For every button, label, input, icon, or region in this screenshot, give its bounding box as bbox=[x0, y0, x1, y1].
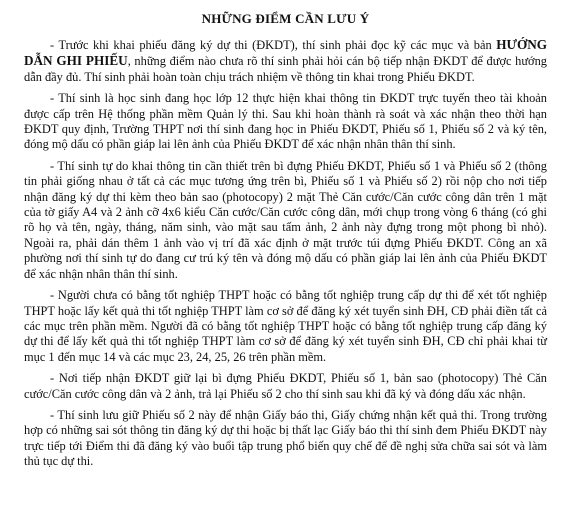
paragraph-6: - Thí sinh lưu giữ Phiếu số 2 này để nhận Giấy báo thi, Giấy chứng nhận kết quả thi. Trong trường hợp có những sai sót thông tin đăng ký dự thi hoặc bị thất lạc Giấy báo thi thí sinh đem Phiếu ĐKDT này trực tiếp tới Điểm thi đã đăng ký vào buổi tập trung phổ biến quy chế để đề nghị sửa chữa sai sót và làm thủ tục dự thi. bbox=[24, 407, 547, 469]
paragraph-2: - Thí sinh là học sinh đang học lớp 12 thực hiện khai thông tin ĐKDT trực tuyến theo tài khoản được cấp trên Hệ thống phần mềm Quản lý thi. Sau khi hoàn thành rà soát và xác nhận theo thời hạn ĐKDT quy định, Trường THPT nơi thí sinh đang học in Phiếu ĐKDT, Phiếu số 1, Phiếu số 2 và ký tên, đóng mộ dấu có phần giáp lai lên ảnh của Phiếu ĐKDT để xác nhận nhân thân thí sinh. bbox=[24, 91, 547, 152]
paragraph-1 bbox=[24, 37, 547, 85]
document-title: NHỮNG ĐIỂM CẦN LƯU Ý bbox=[201, 11, 370, 26]
paragraph-3: - Thí sinh tự do khai thông tin cần thiết trên bì đựng Phiếu ĐKDT, Phiếu số 1 và Phiếu số 2 (thông tin phải giống nhau ở tất cả các mục tương ứng trên bì, Phiếu số 1 và Phiếu số 2) rồi nộp cho nơi tiếp nhận đăng ký dự thi kèm theo bản sao (photocopy) 2 mặt Thẻ Căn cước/Căn cước công dân trên 1 mặt của tờ giấy A4 và 2 ảnh cỡ 4x6 kiểu Căn cước/Căn cước công dân, mới chụp trong vòng 6 tháng (có ghi rõ họ và tên, ngày, tháng, năm sinh, vào mặt sau tấm ảnh, 2 ảnh này đựng trong một phong bì nhỏ). Ngoài ra, phải dán thêm 1 ảnh vào vị trí đã xác định ở mặt trước túi đựng Phiếu ĐKDT. Công an xã phường nơi thí sinh tự do đang cư trú ký tên và đóng mộ dấu có phần giáp lai lên ảnh của Phiếu ĐKDT để xác nhận nhân thân thí sinh. bbox=[24, 158, 547, 281]
paragraph-4: - Người chưa có bằng tốt nghiệp THPT hoặc có bằng tốt nghiệp trung cấp dự thi để xét tốt nghiệp THPT hoặc lấy kết quả thi tốt nghiệp THPT làm cơ sở để đăng ký xét tuyển sinh ĐH, CĐ phải điền tất cả các mục trên phần mềm. Người đã có bằng tốt nghiệp THPT hoặc có bằng tốt nghiệp trung cấp đăng ký dự thi để lấy kết quả thi tốt nghiệp THPT làm cơ sở để đăng ký xét tuyển sinh ĐH, CĐ chỉ phải khai từ mục 1 đến mục 14 và các mục 23, 24, 25, 26 trên phần mềm. bbox=[24, 288, 547, 364]
paragraph-5: - Nơi tiếp nhận ĐKDT giữ lại bì đựng Phiếu ĐKDT, Phiếu số 1, bản sao (photocopy) Thẻ Căn cước/Căn cước công dân và 2 ảnh, trả lại Phiếu số 2 cho thí sinh sau khi đã ký và đóng dấu xác nhận. bbox=[24, 371, 547, 401]
paragraph-1-text-before: - Trước khi khai phiếu đăng ký dự thi (ĐKDT), thí sinh phải đọc kỹ các mục và bản bbox=[50, 38, 497, 52]
paragraph-1-text-after: , những điểm nào chưa rõ thí sinh phải hỏi cán bộ tiếp nhận ĐKDT để được hướng dẫn đầy đủ. Thí sinh phải hoàn toàn chịu trách nhiệm về thông tin khai trong Phiếu ĐKDT. bbox=[24, 54, 548, 84]
paragraph-1-bold-text: HƯỚNG DẪN GHI PHIẾU bbox=[24, 37, 547, 69]
